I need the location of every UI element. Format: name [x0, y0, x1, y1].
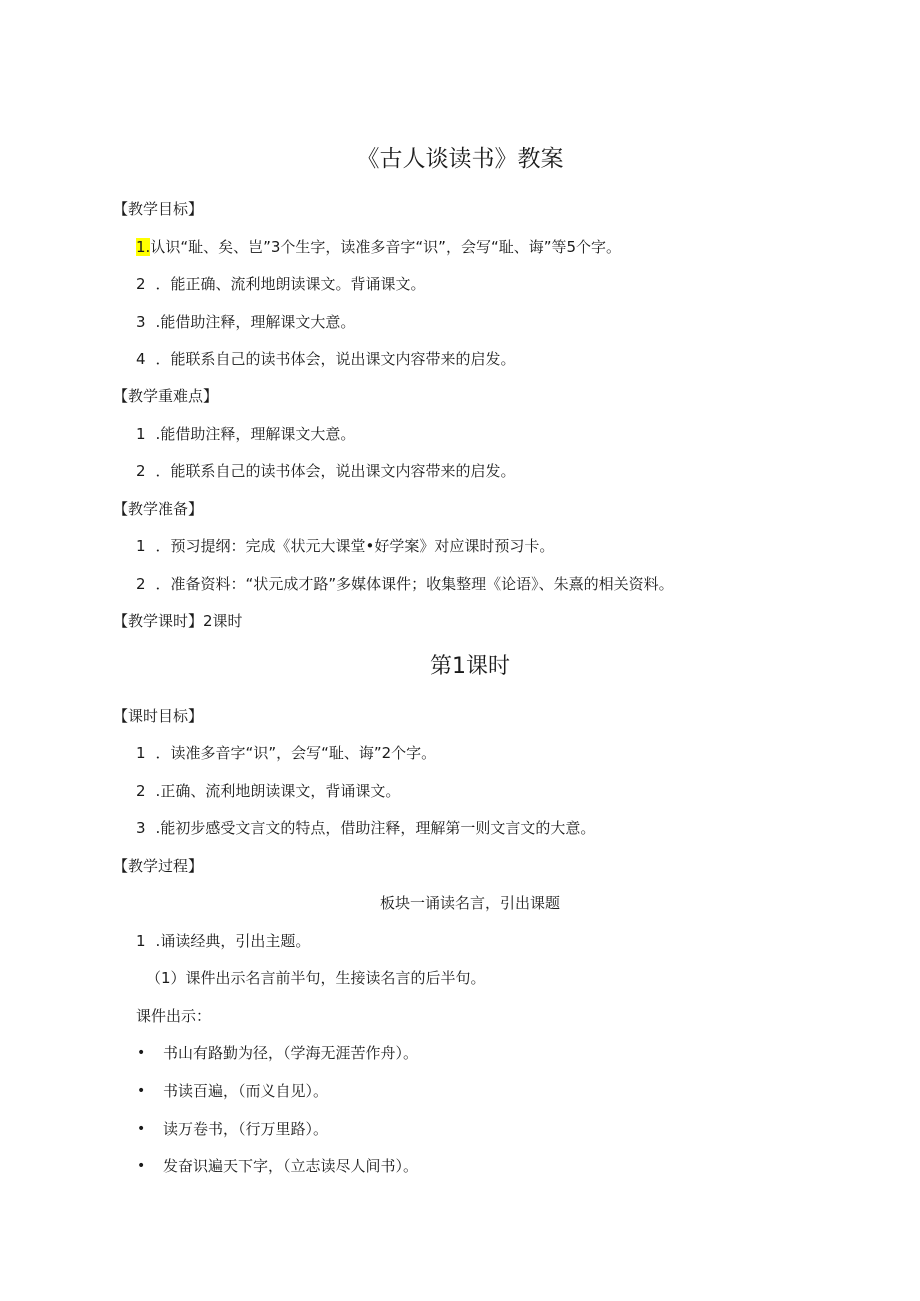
lesson-title: 第1课时: [430, 654, 510, 679]
document-title: 《古人谈读书》教案: [356, 146, 564, 172]
lesson-goal-item-2: [136, 781, 400, 801]
item-text: ．准备资料：“状元成才路”多媒体课件；收集整理《论语》、朱熹的相关资料。: [155, 575, 674, 593]
item-text: ．预习提纲：完成《状元大课堂•好学案》对应课时预习卡。: [155, 537, 555, 555]
quote-item: 读万卷书，（行万里路）。: [163, 1120, 329, 1138]
section-heading-process: 【教学过程】: [113, 857, 204, 875]
item-text: .能借助注释，理解课文大意。: [155, 425, 356, 443]
key-item-2: [136, 461, 516, 481]
item-text: .能初步感受文言文的特点，借助注释，理解第一则文言文的大意。: [155, 819, 596, 837]
section-heading-key: 【教学重难点】: [113, 387, 219, 405]
item-text: ．能联系自己的读书体会，说出课文内容带来的启发。: [155, 462, 516, 480]
teaching-hours: 【教学课时】2课时: [113, 612, 243, 630]
prep-item-1: [136, 536, 554, 556]
prep-item-2: [136, 574, 674, 594]
item-text: ．能联系自己的读书体会，说出课文内容带来的启发。: [155, 350, 516, 368]
goal-item-4: [136, 349, 516, 369]
key-item-1: [136, 424, 355, 444]
bullet-icon: •: [137, 1121, 146, 1137]
quote-item: 书读百遍，（而义自见）。: [163, 1082, 329, 1100]
quote-item: 发奋识遍天下字，（立志读尽人间书）。: [163, 1157, 419, 1175]
step-item-1: [136, 931, 310, 951]
item-number: 2: [136, 275, 146, 293]
item-number: 4: [136, 350, 146, 368]
item-number: 2: [136, 575, 146, 593]
section-heading-lesson-goals: 【课时目标】: [113, 707, 204, 725]
item-text: .能借助注释，理解课文大意。: [155, 313, 356, 331]
bullet-icon: •: [137, 1158, 146, 1174]
section-heading-prep: 【教学准备】: [113, 500, 204, 518]
item-number: 2: [136, 782, 146, 800]
item-text: .诵读经典，引出主题。: [155, 932, 311, 950]
bullet-icon: •: [137, 1083, 146, 1099]
item-number: 3: [136, 819, 146, 837]
item-number: 1: [136, 425, 146, 443]
item-number: 1: [136, 744, 146, 762]
item-text: ．能正确、流利地朗读课文。背诵课文。: [155, 275, 426, 293]
item-number: 1: [136, 932, 146, 950]
item-text: .正确、流利地朗读课文，背诵课文。: [155, 782, 401, 800]
bullet-icon: •: [137, 1045, 146, 1061]
goal-item-2: [136, 274, 426, 294]
goal-item-1: [136, 237, 621, 257]
item-number: 1.: [136, 238, 151, 256]
courseware-label: 课件出示：: [136, 1007, 212, 1025]
lesson-goal-item-3: [136, 818, 595, 838]
item-number: 1: [136, 537, 146, 555]
item-number: 3: [136, 313, 146, 331]
item-text: 认识“耻、矣、岂”3个生字，读准多音字“识”，会写“耻、诲”等5个字。: [150, 238, 622, 256]
step-subitem: （1）课件出示名言前半句，生接读名言的后半句。: [146, 969, 486, 987]
section-heading-goals: 【教学目标】: [113, 200, 204, 218]
block-title: 板块一诵读名言，引出课题: [379, 894, 560, 912]
item-text: ．读准多音字“识”，会写“耻、诲”2个字。: [155, 744, 437, 762]
quote-item: 书山有路勤为径，（学海无涯苦作舟）。: [163, 1044, 419, 1062]
goal-item-3: [136, 312, 355, 332]
item-number: 2: [136, 462, 146, 480]
lesson-goal-item-1: [136, 743, 436, 763]
